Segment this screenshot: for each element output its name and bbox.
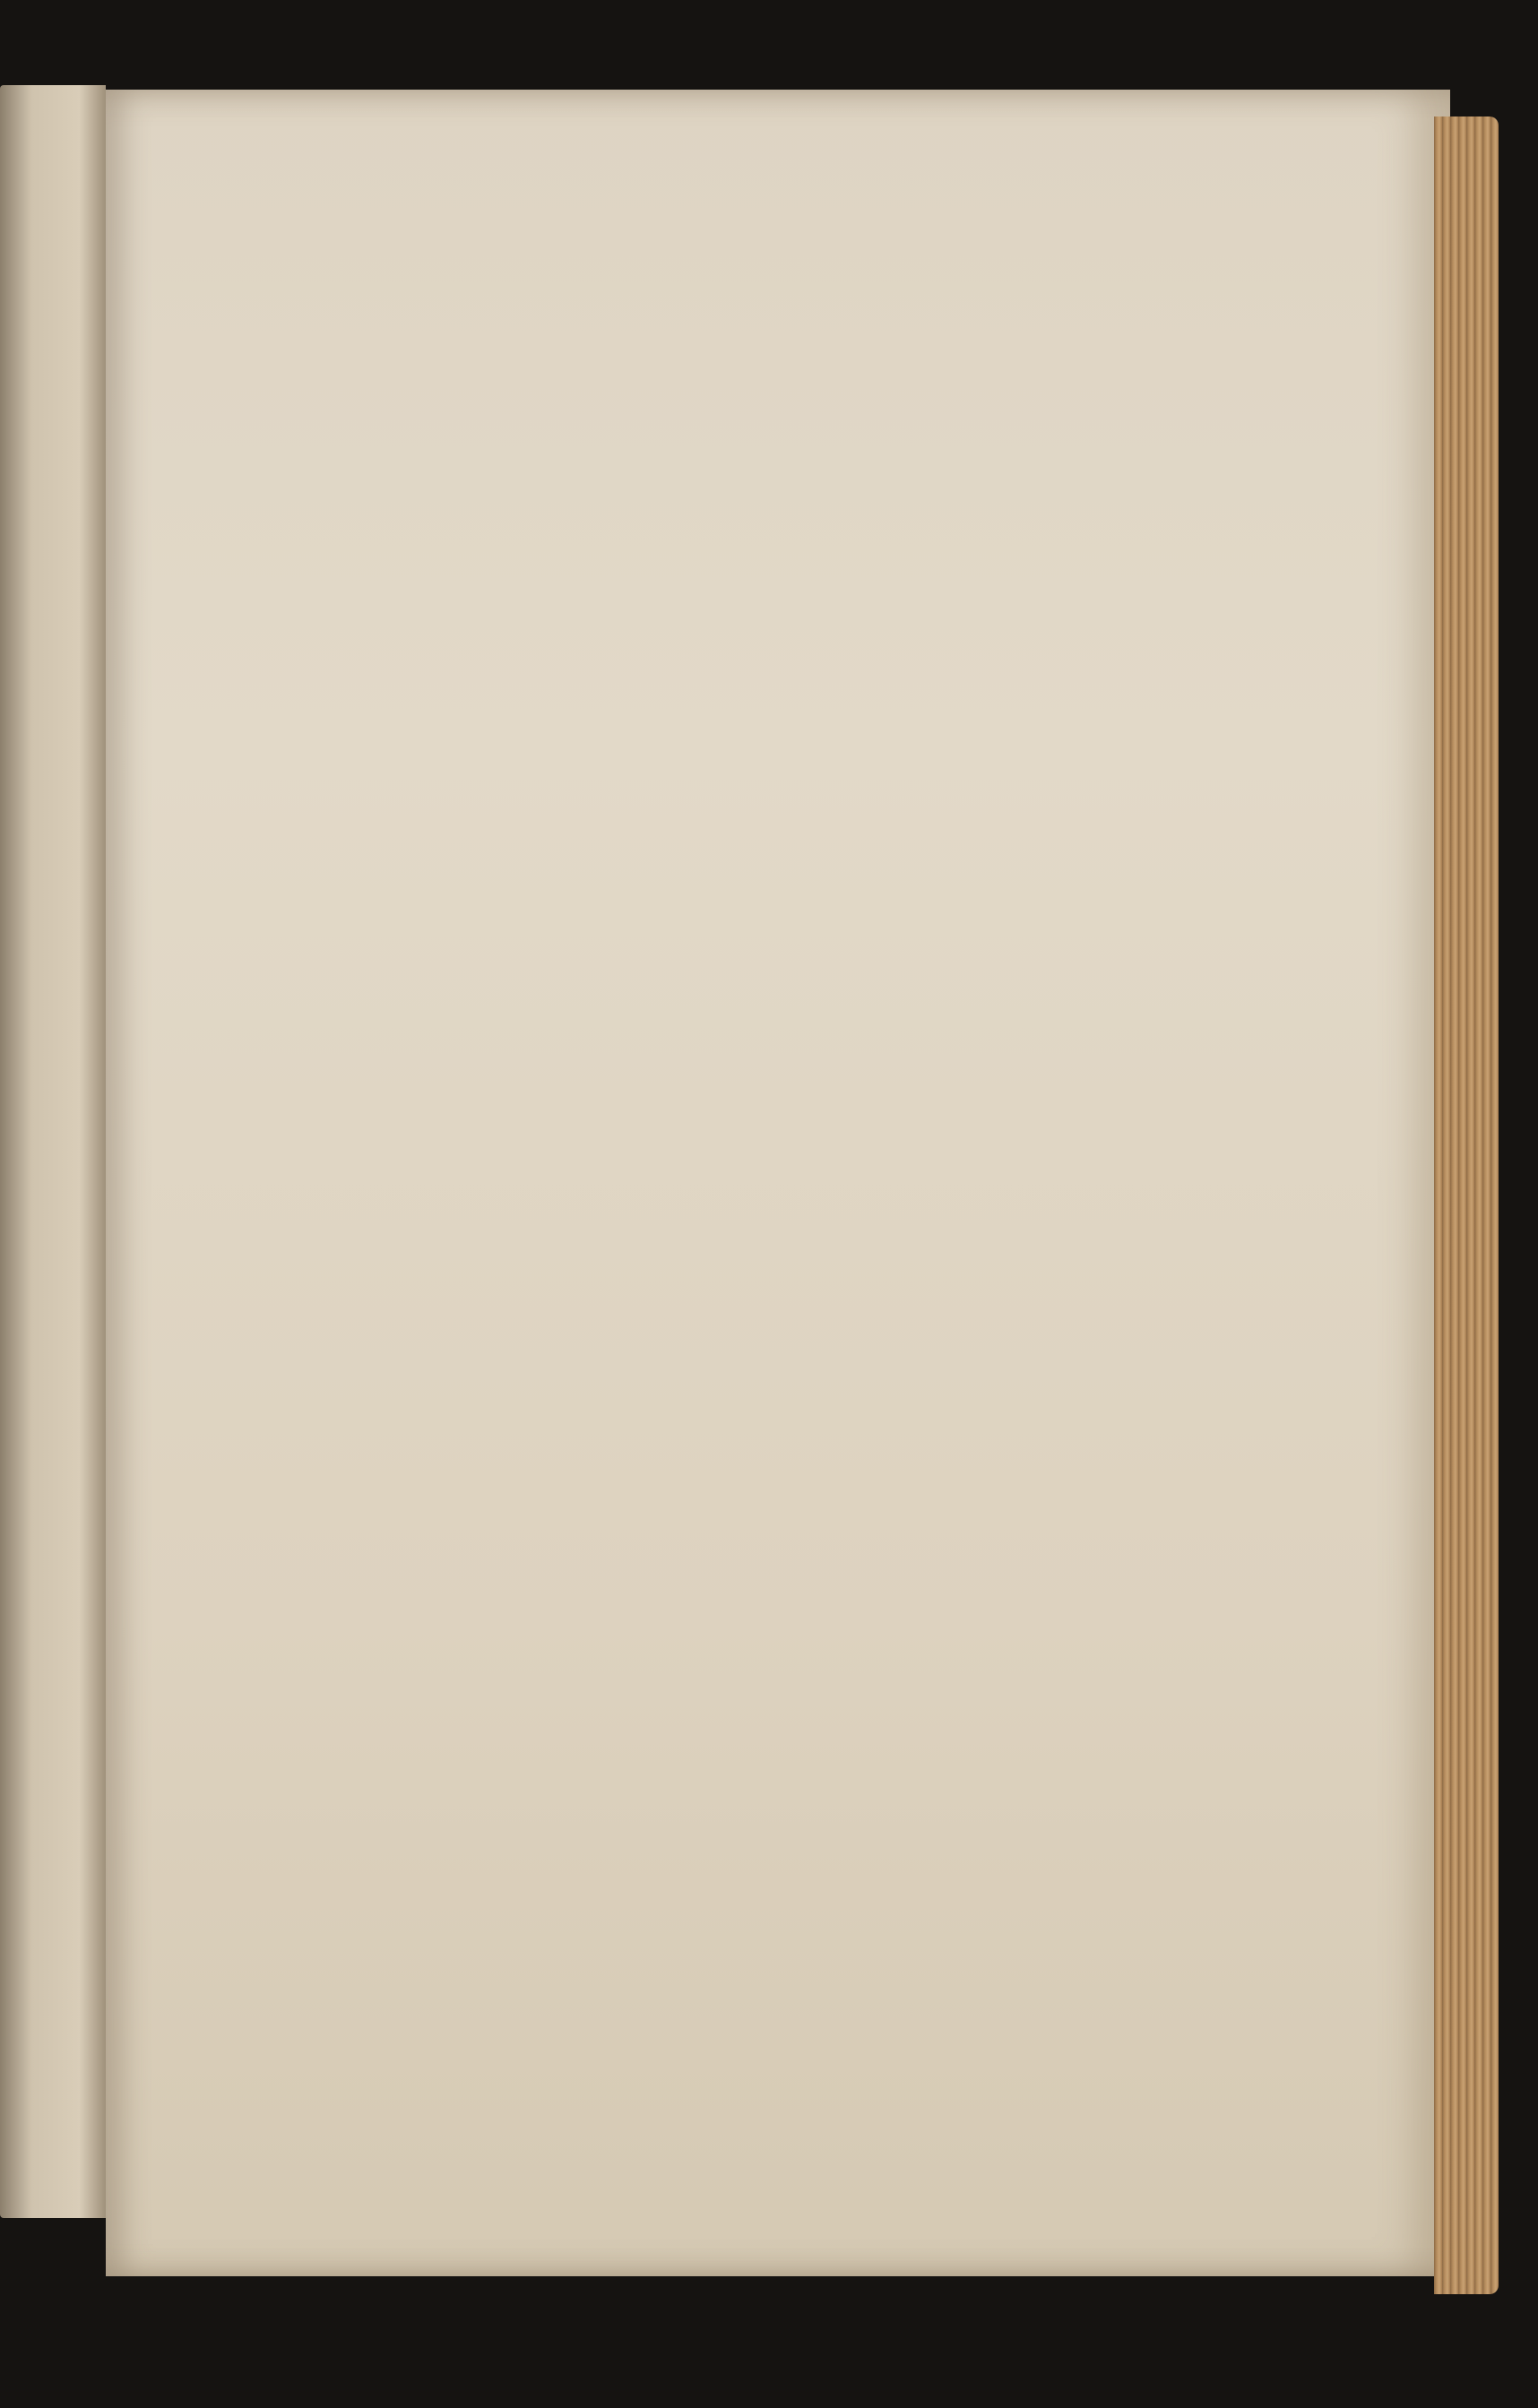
- left-page-edge: [0, 85, 106, 2218]
- page-stack-edge: [1434, 117, 1499, 2294]
- book-page: [106, 90, 1450, 2276]
